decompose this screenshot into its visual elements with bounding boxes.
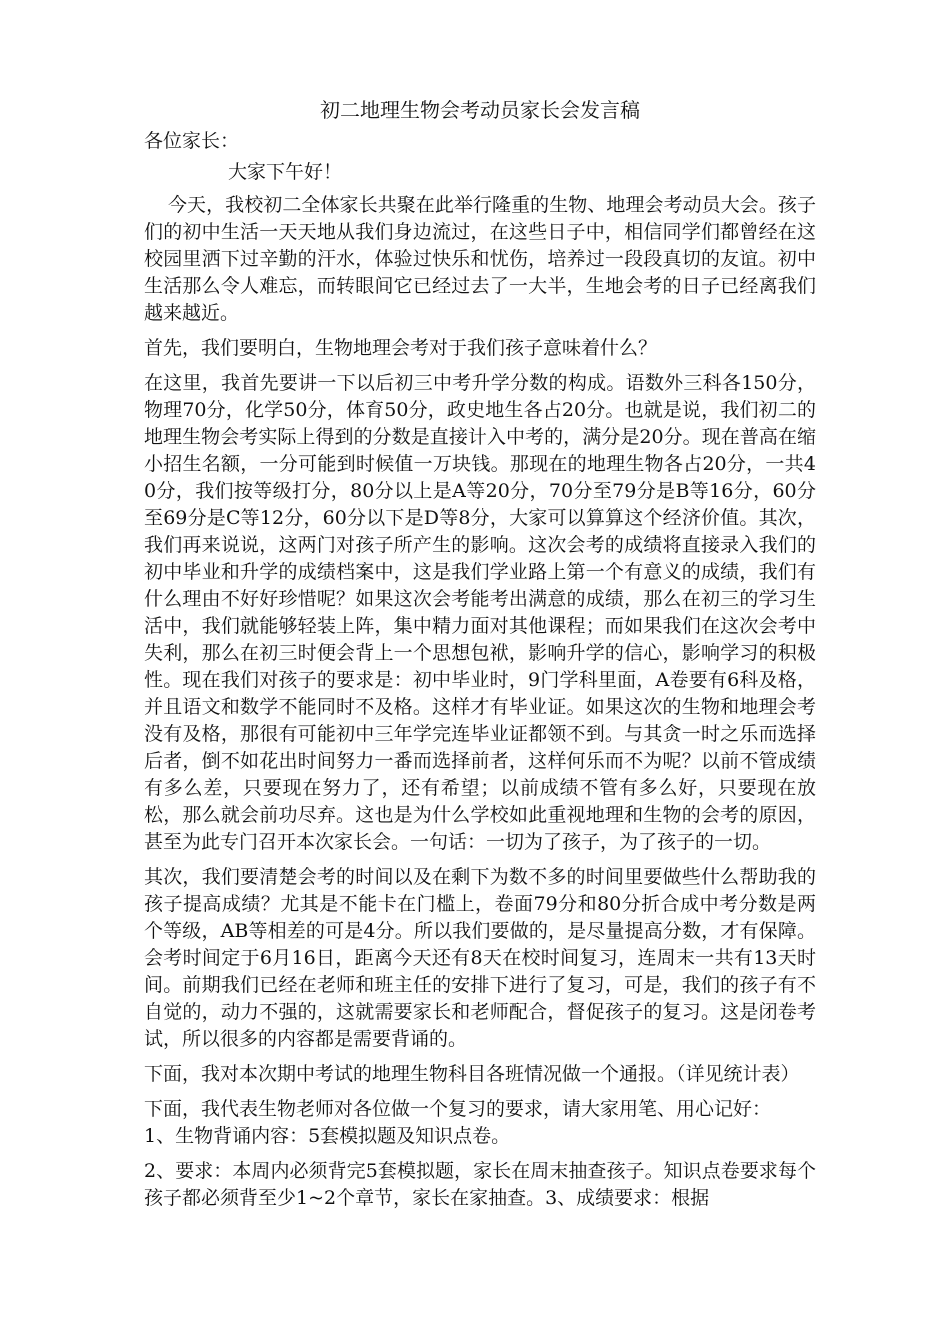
paragraph-question: 首先，我们要明白，生物地理会考对于我们孩子意味着什么？ (144, 337, 658, 359)
document-body (144, 96, 816, 1220)
list-item-recite: 1、生物背诵内容：5套模拟题及知识点卷。 (144, 1125, 511, 1147)
paragraph-intro: 今天，我校初二全体家长共聚在此举行隆重的生物、地理会考动员大会。孩子们的初中生活一天天地从我们身边流过，在这些日子中，相信同学们都曾经在这校园里洒下过辛勤的汗水，体验过快乐和忧伤，培养过一段段真切的友谊。初中生活那么令人难忘，而转眼间它已经过去了一大半，生地会考的日子已经离我们越来越近。 (144, 194, 816, 324)
list-item-requirement: 2、要求：本周内必须背完5套模拟题，家长在周末抽查孩子。知识点卷要求每个孩子都必须背至少1~2个章节，家长在家抽查。3、成绩要求：根据 (144, 1160, 816, 1209)
paragraph-report: 下面，我对本次期中考试的地理生物科目各班情况做一个通报。（详见统计表） (144, 1063, 800, 1085)
paragraph-exam-time: 其次，我们要清楚会考的时间以及在剩下为数不多的时间里要做些什么帮助我的孩子提高成绩？尤其是不能卡在门槛上，卷面79分和80分折合成中考分数是两个等级，AB等相差的可是4分。所以我们要做的，是尽量提高分数，才有保障。会考时间定于6月16日，距离今天还有8天在校时间复习，连周末一共有13天时间。前期我们已经在老师和班主任的安排下进行了复习，可是，我们的孩子有不自觉的，动力不强的，这就需要家长和老师配合，督促孩子的复习。这是闭卷考试，所以很多的内容都是需要背诵的。 (144, 866, 816, 1050)
document-title: 初二地理生物会考动员家长会发言稿 (320, 98, 640, 122)
greeting: 大家下午好！ (228, 161, 343, 183)
paragraph-requirements: 下面，我代表生物老师对各位做一个复习的要求，请大家用笔、用心记好： (144, 1098, 772, 1120)
salutation: 各位家长： (144, 130, 240, 152)
paragraph-score-structure: 在这里，我首先要讲一下以后初三中考升学分数的构成。语数外三科各150分，物理70分，化学50分，体育50分，政史地生各占20分。也就是说，我们初二的地理生物会考实际上得到的分数是直接计入中考的，满分是20分。现在普高在缩小招生名额，一分可能到时候值一万块钱。那现在的地理生物各占20分，一共40分，我们按等级打分，80分以上是A等20分，70分至79分是B等16分，60分至69分是C等12分，60分以下是D等8分，大家可以算算这个经济价值。其次，我们再来说说，这两门对孩子所产生的影响。这次会考的成绩将直接录入我们的初中毕业和升学的成绩档案中，这是我们学业路上第一个有意义的成绩，我们有什么理由不好好珍惜呢？如果这次会考能考出满意的成绩，那么在初三的学习生活中，我们就能够轻装上阵，集中精力面对其他课程；而如果我们在这次会考中失利，那么在初三时便会背上一个思想包袱，影响升学的信心，影响学习的积极性。现在我们对孩子的要求是：初中毕业时，9门学科里面，A卷要有6科及格，并且语文和数学不能同时不及格。这样才有毕业证。如果这次的生物和地理会考没有及格，那很有可能初中三年学完连毕业证都领不到。与其贪一时之乐而选择后者，倒不如花出时间努力一番而选择前者，这样何乐而不为呢？以前不管成绩有多么差，只要现在努力了，还有希望；以前成绩不管有多么好，只要现在放松，那么就会前功尽弃。这也是为什么学校如此重视地理和生物的会考的原因，甚至为此专门召开本次家长会。一句话：一切为了孩子，为了孩子的一切。 (144, 372, 816, 853)
